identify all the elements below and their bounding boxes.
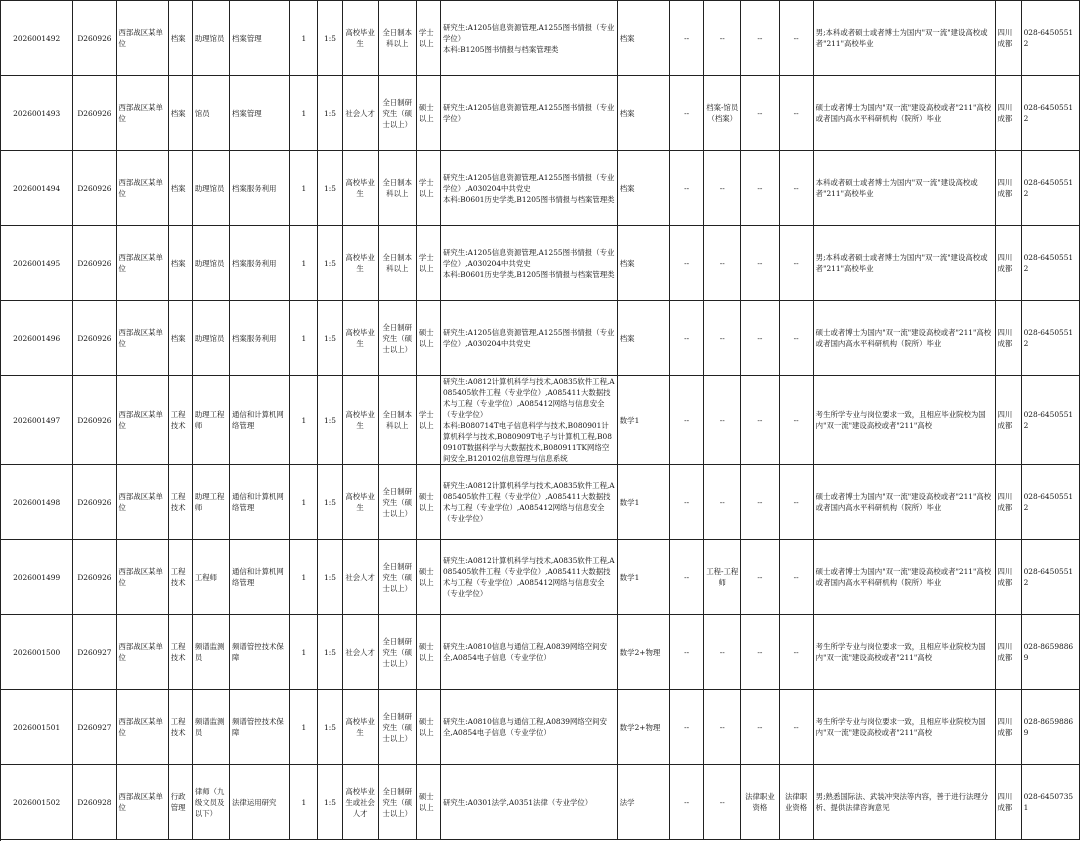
table-left-border bbox=[0, 0, 1, 841]
exam-subject-cell: 法学 bbox=[617, 765, 669, 840]
work-content-cell: 档案服务利用 bbox=[230, 301, 290, 376]
candidate-source-cell: 高校毕业生 bbox=[342, 376, 378, 465]
requirement-cell: -- bbox=[670, 151, 704, 226]
unit-name-cell: 西部战区某单位 bbox=[116, 301, 168, 376]
education-cell: 全日制研究生（硕士以上） bbox=[378, 615, 416, 690]
unit-code-cell: D260927 bbox=[73, 690, 116, 765]
major-requirement-cell: 研究生:A1205信息资源管理,A1255图书情报（专业学位）,A030204中共党史 bbox=[440, 301, 617, 376]
unit-name-cell: 西部战区某单位 bbox=[116, 540, 168, 615]
vocational-qualification-cell: -- bbox=[741, 226, 779, 301]
certificate-cell: 法律职业资格 bbox=[779, 765, 813, 840]
work-location-cell: 四川成都 bbox=[995, 301, 1021, 376]
candidate-source-cell: 高校毕业生 bbox=[342, 301, 378, 376]
position-code-cell: 2026001493 bbox=[1, 76, 73, 151]
position-code-cell: 2026001495 bbox=[1, 226, 73, 301]
other-conditions-cell: 硕士或者博士为国内"双一流"建设高校或者"211"高校或者国内高水平科研机构（院所）毕业 bbox=[813, 540, 995, 615]
unit-code-cell: D260926 bbox=[73, 376, 116, 465]
degree-cell: 学士以上 bbox=[416, 376, 440, 465]
certificate-cell: -- bbox=[779, 226, 813, 301]
unit-name-cell: 西部战区某单位 bbox=[116, 690, 168, 765]
major-requirement-cell: 研究生:A1205信息资源管理,A1255图书情报（专业学位） 本科:B1205图书情报与档案管理类 bbox=[440, 1, 617, 76]
education-cell: 全日制研究生（硕士以上） bbox=[378, 301, 416, 376]
position-title-cell: 馆员 bbox=[192, 76, 229, 151]
degree-cell: 硕士以上 bbox=[416, 690, 440, 765]
other-conditions-cell: 考生所学专业与岗位要求一致，且相应毕业院校为国内"双一流"建设高校或者"211"高校 bbox=[813, 376, 995, 465]
exam-subject-cell: 档案 bbox=[617, 1, 669, 76]
other-conditions-cell: 考生所学专业与岗位要求一致，且相应毕业院校为国内"双一流"建设高校或者"211"高校 bbox=[813, 615, 995, 690]
major-requirement-cell: 研究生:A0812计算机科学与技术,A0835软件工程,A085405软件工程（专业学位）,A085411大数据技术与工程（专业学位）,A085412网络与信息安全（专业学位） bbox=[440, 465, 617, 540]
category-cell: 行政管理 bbox=[168, 765, 192, 840]
work-content-cell: 法律运用研究 bbox=[230, 765, 290, 840]
unit-name-cell: 西部战区某单位 bbox=[116, 1, 168, 76]
table-row bbox=[1, 1, 1080, 76]
major-requirement-cell: 研究生:A1205信息资源管理,A1255图书情报（专业学位）,A030204中共党史 本科:B0601历史学类,B1205图书情报与档案管理类 bbox=[440, 151, 617, 226]
exam-ratio-cell: 1:5 bbox=[318, 465, 342, 540]
unit-code-cell: D260926 bbox=[73, 301, 116, 376]
contact-phone-cell: 028-64507351 bbox=[1021, 765, 1079, 840]
position-code-cell: 2026001499 bbox=[1, 540, 73, 615]
other-conditions-cell: 硕士或者博士为国内"双一流"建设高校或者"211"高校或者国内高水平科研机构（院所）毕业 bbox=[813, 465, 995, 540]
vocational-qualification-cell: -- bbox=[741, 301, 779, 376]
position-code-cell: 2026001498 bbox=[1, 465, 73, 540]
title-qualification-cell: -- bbox=[704, 690, 741, 765]
contact-phone-cell: 028-64505512 bbox=[1021, 540, 1079, 615]
vocational-qualification-cell: 法律职业资格 bbox=[741, 765, 779, 840]
exam-ratio-cell: 1:5 bbox=[318, 76, 342, 151]
unit-name-cell: 西部战区某单位 bbox=[116, 376, 168, 465]
title-qualification-cell: -- bbox=[704, 376, 741, 465]
education-cell: 全日制本科以上 bbox=[378, 376, 416, 465]
unit-code-cell: D260928 bbox=[73, 765, 116, 840]
title-qualification-cell: -- bbox=[704, 1, 741, 76]
unit-code-cell: D260926 bbox=[73, 151, 116, 226]
certificate-cell: -- bbox=[779, 690, 813, 765]
work-content-cell: 档案管理 bbox=[230, 1, 290, 76]
work-location-cell: 四川成都 bbox=[995, 226, 1021, 301]
degree-cell: 学士以上 bbox=[416, 1, 440, 76]
major-requirement-cell: 研究生:A0812计算机科学与技术,A0835软件工程,A085405软件工程（专业学位）,A085411大数据技术与工程（专业学位）,A085412网络与信息安全（专业学位） 本科:B080714T电子信息科学与技术,B080901计算机科学与技术,B080909T电子与计算机工程,B080910T数据科学与大数据技术,B080911TK网络空间安全,B120102信息管理与信息系统 bbox=[440, 376, 617, 465]
other-conditions-cell: 本科或者硕士或者博士为国内"双一流"建设高校或者"211"高校毕业 bbox=[813, 151, 995, 226]
contact-phone-cell: 028-64505512 bbox=[1021, 226, 1079, 301]
category-cell: 档案 bbox=[168, 301, 192, 376]
category-cell: 档案 bbox=[168, 226, 192, 301]
degree-cell: 学士以上 bbox=[416, 151, 440, 226]
position-title-cell: 助理工程师 bbox=[192, 376, 229, 465]
contact-phone-cell: 028-64505512 bbox=[1021, 1, 1079, 76]
title-qualification-cell: -- bbox=[704, 151, 741, 226]
degree-cell: 硕士以上 bbox=[416, 76, 440, 151]
title-qualification-cell: -- bbox=[704, 765, 741, 840]
exam-ratio-cell: 1:5 bbox=[318, 151, 342, 226]
position-title-cell: 助理馆员 bbox=[192, 1, 229, 76]
other-conditions-cell: 男;熟悉国际法、武装冲突法等内容，善于进行法理分析、提供法律咨询意见 bbox=[813, 765, 995, 840]
table-row bbox=[1, 301, 1080, 376]
major-requirement-cell: 研究生:A0301法学,A0351法律（专业学位） bbox=[440, 765, 617, 840]
position-code-cell: 2026001502 bbox=[1, 765, 73, 840]
exam-ratio-cell: 1:5 bbox=[318, 301, 342, 376]
certificate-cell: -- bbox=[779, 376, 813, 465]
hire-count-cell: 1 bbox=[290, 301, 318, 376]
contact-phone-cell: 028-64505512 bbox=[1021, 151, 1079, 226]
unit-name-cell: 西部战区某单位 bbox=[116, 465, 168, 540]
unit-name-cell: 西部战区某单位 bbox=[116, 76, 168, 151]
hire-count-cell: 1 bbox=[290, 1, 318, 76]
work-location-cell: 四川成都 bbox=[995, 151, 1021, 226]
other-conditions-cell: 男;本科或者硕士或者博士为国内"双一流"建设高校或者"211"高校毕业 bbox=[813, 226, 995, 301]
vocational-qualification-cell: -- bbox=[741, 690, 779, 765]
education-cell: 全日制研究生（硕士以上） bbox=[378, 465, 416, 540]
requirement-cell: -- bbox=[670, 765, 704, 840]
degree-cell: 学士以上 bbox=[416, 226, 440, 301]
contact-phone-cell: 028-64505512 bbox=[1021, 76, 1079, 151]
position-code-cell: 2026001497 bbox=[1, 376, 73, 465]
exam-ratio-cell: 1:5 bbox=[318, 226, 342, 301]
position-title-cell: 助理工程师 bbox=[192, 465, 229, 540]
other-conditions-cell: 硕士或者博士为国内"双一流"建设高校或者"211"高校或者国内高水平科研机构（院所）毕业 bbox=[813, 301, 995, 376]
degree-cell: 硕士以上 bbox=[416, 615, 440, 690]
exam-subject-cell: 数学1 bbox=[617, 465, 669, 540]
title-qualification-cell: -- bbox=[704, 615, 741, 690]
education-cell: 全日制研究生（硕士以上） bbox=[378, 540, 416, 615]
requirement-cell: -- bbox=[670, 226, 704, 301]
category-cell: 工程技术 bbox=[168, 615, 192, 690]
unit-name-cell: 西部战区某单位 bbox=[116, 151, 168, 226]
contact-phone-cell: 028-86598869 bbox=[1021, 690, 1079, 765]
candidate-source-cell: 社会人才 bbox=[342, 615, 378, 690]
work-location-cell: 四川成都 bbox=[995, 765, 1021, 840]
degree-cell: 硕士以上 bbox=[416, 465, 440, 540]
exam-subject-cell: 数学1 bbox=[617, 540, 669, 615]
work-location-cell: 四川成都 bbox=[995, 615, 1021, 690]
certificate-cell: -- bbox=[779, 615, 813, 690]
exam-subject-cell: 数学2+物理 bbox=[617, 615, 669, 690]
contact-phone-cell: 028-64505512 bbox=[1021, 465, 1079, 540]
candidate-source-cell: 高校毕业生 bbox=[342, 1, 378, 76]
vocational-qualification-cell: -- bbox=[741, 151, 779, 226]
unit-code-cell: D260926 bbox=[73, 540, 116, 615]
category-cell: 档案 bbox=[168, 151, 192, 226]
exam-subject-cell: 档案 bbox=[617, 151, 669, 226]
vocational-qualification-cell: -- bbox=[741, 540, 779, 615]
contact-phone-cell: 028-86598869 bbox=[1021, 615, 1079, 690]
requirement-cell: -- bbox=[670, 690, 704, 765]
candidate-source-cell: 高校毕业生 bbox=[342, 465, 378, 540]
work-content-cell: 档案服务利用 bbox=[230, 151, 290, 226]
requirement-cell: -- bbox=[670, 76, 704, 151]
unit-code-cell: D260926 bbox=[73, 465, 116, 540]
exam-subject-cell: 档案 bbox=[617, 76, 669, 151]
table-row bbox=[1, 540, 1080, 615]
exam-ratio-cell: 1:5 bbox=[318, 615, 342, 690]
position-code-cell: 2026001492 bbox=[1, 1, 73, 76]
table-row bbox=[1, 765, 1080, 840]
education-cell: 全日制本科以上 bbox=[378, 1, 416, 76]
hire-count-cell: 1 bbox=[290, 376, 318, 465]
category-cell: 档案 bbox=[168, 1, 192, 76]
position-title-cell: 律师（九级文员及以下） bbox=[192, 765, 229, 840]
exam-subject-cell: 档案 bbox=[617, 226, 669, 301]
contact-phone-cell: 028-64505512 bbox=[1021, 301, 1079, 376]
requirement-cell: -- bbox=[670, 615, 704, 690]
contact-phone-cell: 028-64505512 bbox=[1021, 376, 1079, 465]
vocational-qualification-cell: -- bbox=[741, 1, 779, 76]
other-conditions-cell: 男;本科或者硕士或者博士为国内"双一流"建设高校或者"211"高校毕业 bbox=[813, 1, 995, 76]
position-code-cell: 2026001496 bbox=[1, 301, 73, 376]
work-location-cell: 四川成都 bbox=[995, 465, 1021, 540]
certificate-cell: -- bbox=[779, 76, 813, 151]
exam-ratio-cell: 1:5 bbox=[318, 376, 342, 465]
title-qualification-cell: 档案-馆员（档案） bbox=[704, 76, 741, 151]
candidate-source-cell: 高校毕业生 bbox=[342, 690, 378, 765]
work-content-cell: 频谱管控技术保障 bbox=[230, 690, 290, 765]
hire-count-cell: 1 bbox=[290, 76, 318, 151]
certificate-cell: -- bbox=[779, 540, 813, 615]
major-requirement-cell: 研究生:A0810信息与通信工程,A0839网络空间安全,A0854电子信息（专业学位） bbox=[440, 690, 617, 765]
work-content-cell: 通信和计算机网络管理 bbox=[230, 465, 290, 540]
exam-ratio-cell: 1:5 bbox=[318, 540, 342, 615]
certificate-cell: -- bbox=[779, 465, 813, 540]
table-body bbox=[1, 1, 1080, 840]
hire-count-cell: 1 bbox=[290, 151, 318, 226]
table-row bbox=[1, 615, 1080, 690]
hire-count-cell: 1 bbox=[290, 765, 318, 840]
education-cell: 全日制本科以上 bbox=[378, 151, 416, 226]
requirement-cell: -- bbox=[670, 376, 704, 465]
vocational-qualification-cell: -- bbox=[741, 615, 779, 690]
work-location-cell: 四川成都 bbox=[995, 76, 1021, 151]
certificate-cell: -- bbox=[779, 1, 813, 76]
hire-count-cell: 1 bbox=[290, 226, 318, 301]
exam-ratio-cell: 1:5 bbox=[318, 1, 342, 76]
table-row bbox=[1, 226, 1080, 301]
position-title-cell: 频谱监测员 bbox=[192, 615, 229, 690]
category-cell: 档案 bbox=[168, 76, 192, 151]
work-location-cell: 四川成都 bbox=[995, 1, 1021, 76]
title-qualification-cell: -- bbox=[704, 226, 741, 301]
other-conditions-cell: 考生所学专业与岗位要求一致，且相应毕业院校为国内"双一流"建设高校或者"211"高校 bbox=[813, 690, 995, 765]
major-requirement-cell: 研究生:A0810信息与通信工程,A0839网络空间安全,A0854电子信息（专业学位） bbox=[440, 615, 617, 690]
table-row bbox=[1, 690, 1080, 765]
work-location-cell: 四川成都 bbox=[995, 376, 1021, 465]
exam-ratio-cell: 1:5 bbox=[318, 765, 342, 840]
work-content-cell: 通信和计算机网络管理 bbox=[230, 376, 290, 465]
unit-name-cell: 西部战区某单位 bbox=[116, 765, 168, 840]
unit-code-cell: D260926 bbox=[73, 1, 116, 76]
requirement-cell: -- bbox=[670, 540, 704, 615]
hire-count-cell: 1 bbox=[290, 540, 318, 615]
unit-name-cell: 西部战区某单位 bbox=[116, 226, 168, 301]
unit-code-cell: D260926 bbox=[73, 76, 116, 151]
table-row bbox=[1, 151, 1080, 226]
education-cell: 全日制研究生（硕士以上） bbox=[378, 765, 416, 840]
candidate-source-cell: 高校毕业生 bbox=[342, 226, 378, 301]
table-row bbox=[1, 465, 1080, 540]
hire-count-cell: 1 bbox=[290, 465, 318, 540]
unit-code-cell: D260927 bbox=[73, 615, 116, 690]
unit-code-cell: D260926 bbox=[73, 226, 116, 301]
degree-cell: 硕士以上 bbox=[416, 765, 440, 840]
work-content-cell: 档案服务利用 bbox=[230, 226, 290, 301]
major-requirement-cell: 研究生:A0812计算机科学与技术,A0835软件工程,A085405软件工程（专业学位）,A085411大数据技术与工程（专业学位）,A085412网络与信息安全（专业学位） bbox=[440, 540, 617, 615]
education-cell: 全日制研究生（硕士以上） bbox=[378, 76, 416, 151]
title-qualification-cell: -- bbox=[704, 301, 741, 376]
unit-name-cell: 西部战区某单位 bbox=[116, 615, 168, 690]
position-code-cell: 2026001500 bbox=[1, 615, 73, 690]
position-title-cell: 助理馆员 bbox=[192, 301, 229, 376]
candidate-source-cell: 社会人才 bbox=[342, 76, 378, 151]
work-content-cell: 通信和计算机网络管理 bbox=[230, 540, 290, 615]
vocational-qualification-cell: -- bbox=[741, 76, 779, 151]
exam-subject-cell: 数学1 bbox=[617, 376, 669, 465]
other-conditions-cell: 硕士或者博士为国内"双一流"建设高校或者"211"高校或者国内高水平科研机构（院所）毕业 bbox=[813, 76, 995, 151]
requirement-cell: -- bbox=[670, 465, 704, 540]
work-location-cell: 四川成都 bbox=[995, 690, 1021, 765]
work-content-cell: 档案管理 bbox=[230, 76, 290, 151]
candidate-source-cell: 高校毕业生或社会人才 bbox=[342, 765, 378, 840]
category-cell: 工程技术 bbox=[168, 690, 192, 765]
candidate-source-cell: 社会人才 bbox=[342, 540, 378, 615]
certificate-cell: -- bbox=[779, 151, 813, 226]
requirement-cell: -- bbox=[670, 301, 704, 376]
work-location-cell: 四川成都 bbox=[995, 540, 1021, 615]
exam-subject-cell: 档案 bbox=[617, 301, 669, 376]
position-code-cell: 2026001501 bbox=[1, 690, 73, 765]
position-title-cell: 助理馆员 bbox=[192, 151, 229, 226]
table-row bbox=[1, 376, 1080, 465]
vocational-qualification-cell: -- bbox=[741, 376, 779, 465]
candidate-source-cell: 高校毕业生 bbox=[342, 151, 378, 226]
work-content-cell: 频谱管控技术保障 bbox=[230, 615, 290, 690]
table-row bbox=[1, 76, 1080, 151]
major-requirement-cell: 研究生:A1205信息资源管理,A1255图书情报（专业学位） bbox=[440, 76, 617, 151]
education-cell: 全日制研究生（硕士以上） bbox=[378, 690, 416, 765]
position-title-cell: 频谱监测员 bbox=[192, 690, 229, 765]
category-cell: 工程技术 bbox=[168, 540, 192, 615]
title-qualification-cell: 工程-工程师 bbox=[704, 540, 741, 615]
major-requirement-cell: 研究生:A1205信息资源管理,A1255图书情报（专业学位）,A030204中共党史 本科:B0601历史学类,B1205图书情报与档案管理类 bbox=[440, 226, 617, 301]
education-cell: 全日制本科以上 bbox=[378, 226, 416, 301]
position-title-cell: 工程师 bbox=[192, 540, 229, 615]
position-title-cell: 助理馆员 bbox=[192, 226, 229, 301]
hire-count-cell: 1 bbox=[290, 615, 318, 690]
title-qualification-cell: -- bbox=[704, 465, 741, 540]
category-cell: 工程技术 bbox=[168, 376, 192, 465]
hire-count-cell: 1 bbox=[290, 690, 318, 765]
exam-ratio-cell: 1:5 bbox=[318, 690, 342, 765]
degree-cell: 硕士以上 bbox=[416, 301, 440, 376]
category-cell: 工程技术 bbox=[168, 465, 192, 540]
exam-subject-cell: 数学2+物理 bbox=[617, 690, 669, 765]
position-code-cell: 2026001494 bbox=[1, 151, 73, 226]
degree-cell: 硕士以上 bbox=[416, 540, 440, 615]
vocational-qualification-cell: -- bbox=[741, 465, 779, 540]
certificate-cell: -- bbox=[779, 301, 813, 376]
requirement-cell: -- bbox=[670, 1, 704, 76]
